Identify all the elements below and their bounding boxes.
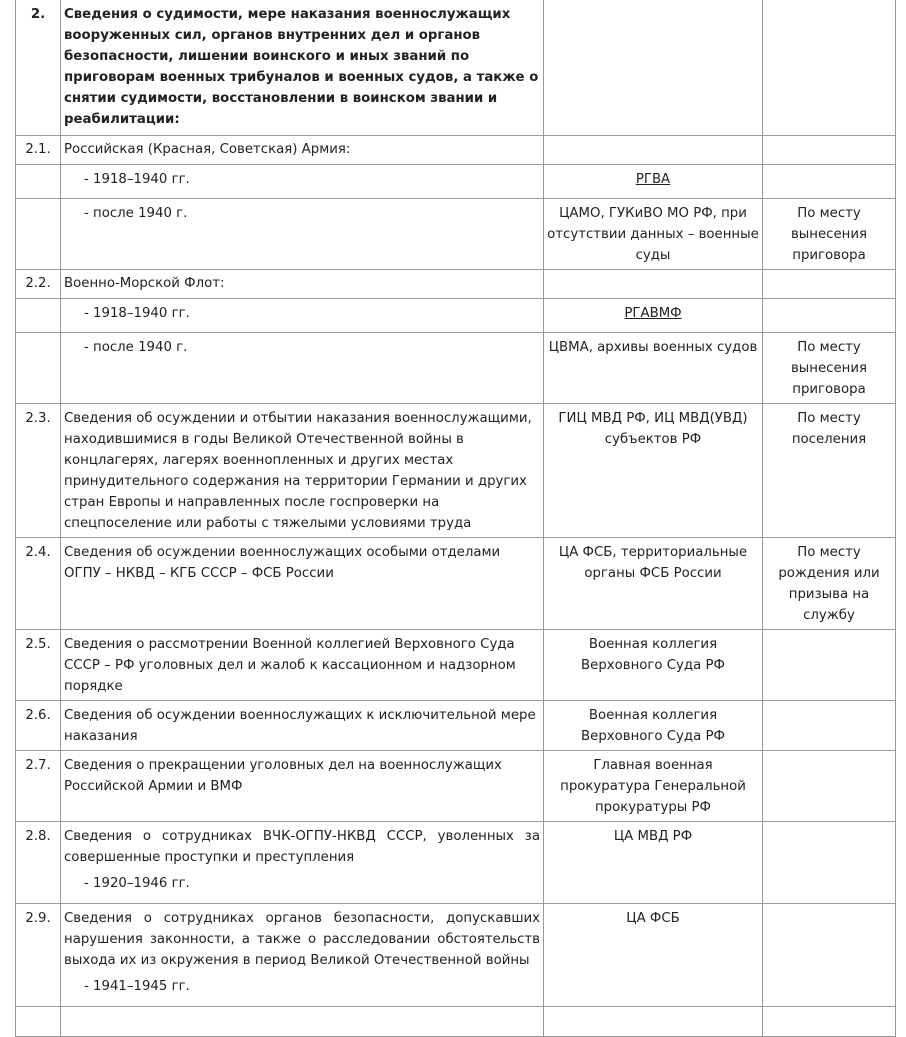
row-archive: ЦА МВД РФ: [544, 822, 763, 904]
row-subperiod: - после 1940 г.: [84, 340, 188, 355]
row-description: [61, 333, 544, 404]
row-archive: [544, 165, 763, 199]
archive-table: [15, 0, 896, 1037]
row-note: По месту вынесения приговора: [763, 199, 896, 270]
row-number: 2.9.: [16, 904, 61, 1007]
row-note: [763, 751, 896, 822]
row-description: Сведения об осуждении военнослужащих к исключительной мере наказания: [61, 701, 544, 751]
row-description: [61, 904, 544, 1007]
row-archive: ЦАМО, ГУКиВО МО РФ, при отсутствии данных – военные суды: [544, 199, 763, 270]
row-archive: Военная коллегия Верховного Суда РФ: [544, 701, 763, 751]
row-note: [763, 701, 896, 751]
row-note: [763, 299, 896, 333]
row-note: По месту вынесения приговора: [763, 333, 896, 404]
row-archive: Военная коллегия Верховного Суда РФ: [544, 630, 763, 701]
row-number: [16, 299, 61, 333]
row-subperiod: - 1918–1940 гг.: [84, 172, 190, 187]
row-description: [61, 299, 544, 333]
row-archive: [544, 136, 763, 165]
row-number: 2.7.: [16, 751, 61, 822]
row-archive: ЦА ФСБ: [544, 904, 763, 1007]
row-description: Сведения о судимости, мере наказания военнослужащих вооруженных сил, органов внутренних дел и органов безопасности, лишении воинского и иных званий по приговорам военных трибуналов и военных судов, а также о снятии судимости, восстановлении в воинском звании и реабилитации:: [61, 0, 544, 136]
table-row: [16, 538, 896, 630]
row-archive: ЦВМА, архивы военных судов: [544, 333, 763, 404]
row-subperiod: - 1918–1940 гг.: [84, 306, 190, 321]
row-archive: ЦА ФСБ, территориальные органы ФСБ России: [544, 538, 763, 630]
table-row: [16, 751, 896, 822]
table-row: [16, 199, 896, 270]
row-note: [763, 270, 896, 299]
row-description: [61, 1007, 544, 1037]
archive-link[interactable]: РГАВМФ: [624, 306, 682, 321]
row-description: [61, 165, 544, 199]
row-archive: [544, 0, 763, 136]
archive-link[interactable]: РГВА: [635, 172, 671, 187]
table-row: [16, 822, 896, 904]
row-description: Сведения об осуждении военнослужащих особыми отделами ОГПУ – НКВД – КГБ СССР – ФСБ России: [61, 538, 544, 630]
row-note: [763, 822, 896, 904]
row-note: [763, 904, 896, 1007]
row-note: [763, 630, 896, 701]
row-note: По месту рождения или призыва на службу: [763, 538, 896, 630]
row-archive: [544, 1007, 763, 1037]
table-row: [16, 404, 896, 538]
table-row: [16, 1007, 896, 1037]
table-row: [16, 701, 896, 751]
row-subperiod: - 1941–1945 гг.: [84, 979, 190, 994]
row-note: [763, 136, 896, 165]
row-note: [763, 165, 896, 199]
row-description: Сведения о рассмотрении Военной коллегией Верховного Суда СССР – РФ уголовных дел и жалоб к кассационном и надзорном порядке: [61, 630, 544, 701]
row-number: 2.6.: [16, 701, 61, 751]
row-note: По месту поселения: [763, 404, 896, 538]
row-description-text: Сведения о сотрудниках ВЧК-ОГПУ-НКВД СССР, уволенных за совершенные проступки и преступления: [64, 829, 540, 865]
table-row: [16, 333, 896, 404]
row-number: [16, 333, 61, 404]
row-description: Сведения об осуждении и отбытии наказания военнослужащими, находившимися в годы Великой Отечественной войны в концлагерях, лагерях военнопленных и других местах принудительного содержания на территории Германии и других стран Европы и направленных после госпроверки на спецпоселение или работы с тяжелыми условиями труда: [61, 404, 544, 538]
row-description: [61, 199, 544, 270]
row-archive: [544, 299, 763, 333]
row-number: [16, 165, 61, 199]
row-description: Военно-Морской Флот:: [61, 270, 544, 299]
row-subperiod: - 1920–1946 гг.: [84, 876, 190, 891]
row-description: Сведения о прекращении уголовных дел на военнослужащих Российской Армии и ВМФ: [61, 751, 544, 822]
row-archive: Главная военная прокуратура Генеральной прокуратуры РФ: [544, 751, 763, 822]
row-description: [61, 822, 544, 904]
row-note: [763, 1007, 896, 1037]
row-number: 2.4.: [16, 538, 61, 630]
row-number: [16, 199, 61, 270]
row-number: 2.8.: [16, 822, 61, 904]
table-row: [16, 165, 896, 199]
row-subperiod: - после 1940 г.: [84, 206, 188, 221]
row-number: 2.: [16, 0, 61, 136]
table-row: [16, 0, 896, 136]
row-number: 2.1.: [16, 136, 61, 165]
table-row: [16, 630, 896, 701]
row-number: 2.3.: [16, 404, 61, 538]
row-description-text: Сведения о сотрудниках органов безопасности, допускавших нарушения законности, а также о расследовании обстоятельств выхода их из окружения в период Великой Отечественной войны: [64, 911, 540, 968]
row-number: 2.5.: [16, 630, 61, 701]
table-row: [16, 136, 896, 165]
row-note: [763, 0, 896, 136]
table-row: [16, 270, 896, 299]
table-row: [16, 299, 896, 333]
row-description: Российская (Красная, Советская) Армия:: [61, 136, 544, 165]
row-number: [16, 1007, 61, 1037]
row-archive: [544, 270, 763, 299]
row-number: 2.2.: [16, 270, 61, 299]
table-row: [16, 904, 896, 1007]
row-archive: ГИЦ МВД РФ, ИЦ МВД(УВД) субъектов РФ: [544, 404, 763, 538]
